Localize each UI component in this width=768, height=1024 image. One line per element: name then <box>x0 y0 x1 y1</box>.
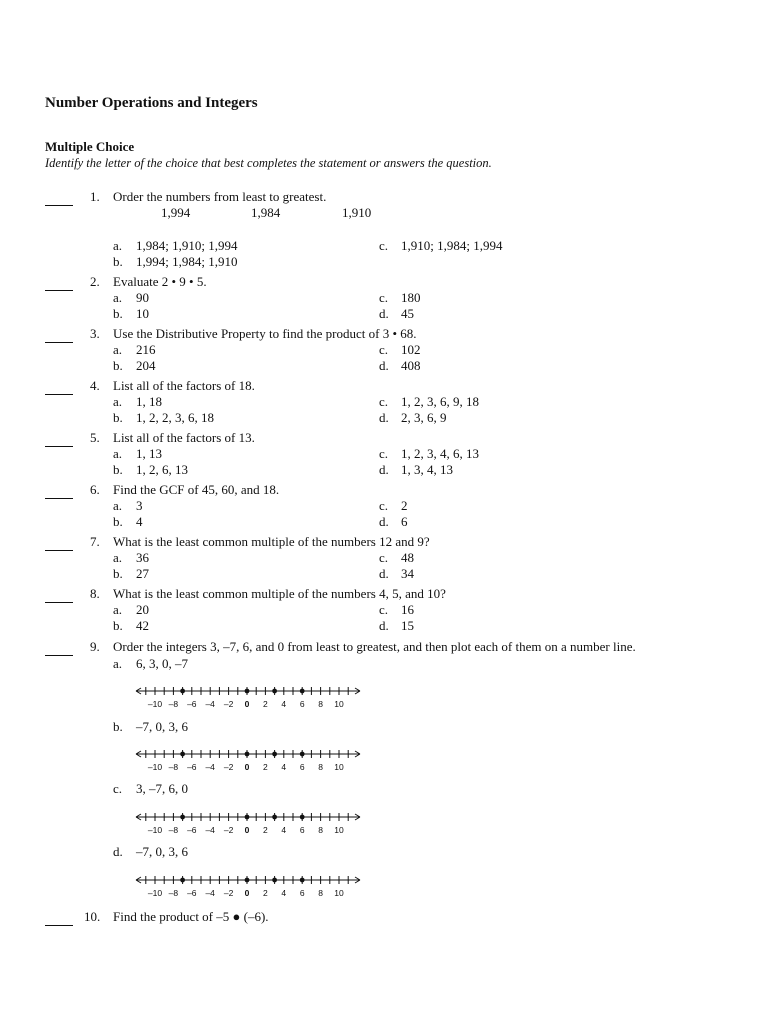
number-line-label: 6 <box>299 699 305 709</box>
choice-text: 6 <box>401 514 408 529</box>
choice-text: 1, 18 <box>136 394 162 409</box>
number-line-point <box>272 878 277 883</box>
number-line-label: 2 <box>263 825 268 835</box>
choice-text: 3 <box>136 498 143 513</box>
choice-label: c. <box>113 781 123 796</box>
number-line-point <box>180 689 185 694</box>
choice-text: 2 <box>401 498 408 513</box>
choice-label: d. <box>379 358 389 373</box>
choice-text: 1,984; 1,910; 1,994 <box>136 238 238 253</box>
question-number: 2. <box>90 274 100 289</box>
answer-blank-9[interactable] <box>45 641 73 656</box>
question-text: What is the least common multiple of the numbers 12 and 9? <box>113 534 430 549</box>
number-line-label: 8 <box>318 888 323 898</box>
number-line-label: 6 <box>299 888 305 898</box>
number-line-label: –2 <box>223 888 234 898</box>
number-line-label: 6 <box>299 825 305 835</box>
number-line-label: –8 <box>168 762 179 772</box>
number-line-label: 10 <box>334 762 344 772</box>
choice-text: 102 <box>401 342 421 357</box>
number-line-point <box>180 815 185 820</box>
choice-text: 216 <box>136 342 156 357</box>
number-line-label: 2 <box>263 762 268 772</box>
choice-label: b. <box>113 514 123 529</box>
choice-text: 90 <box>136 290 149 305</box>
number-line-label: –2 <box>223 699 234 709</box>
choice-text: 1, 3, 4, 13 <box>401 462 453 477</box>
choice-text: 48 <box>401 550 414 565</box>
answer-blank-2[interactable] <box>45 276 73 291</box>
question-number: 6. <box>90 482 100 497</box>
choice-text: 42 <box>136 618 149 633</box>
question-text: List all of the factors of 18. <box>113 378 255 393</box>
number-line-label: 2 <box>263 699 268 709</box>
question-number: 8. <box>90 586 100 601</box>
number-line-label: –2 <box>223 825 234 835</box>
number-line <box>134 747 364 773</box>
question-number-value: 1,910 <box>342 205 372 220</box>
number-line-label: 8 <box>318 699 323 709</box>
choice-label: c. <box>379 394 389 409</box>
number-line-label: 10 <box>334 888 344 898</box>
number-line-label: 0 <box>244 825 250 835</box>
question-number: 1. <box>90 189 100 204</box>
answer-blank-6[interactable] <box>45 484 73 499</box>
choice-text: 15 <box>401 618 414 633</box>
number-line-point <box>180 752 185 757</box>
answer-blank-3[interactable] <box>45 328 73 343</box>
number-line-label: 0 <box>244 762 250 772</box>
number-line-label: 8 <box>318 762 323 772</box>
choice-label: d. <box>379 618 389 633</box>
choice-text: 27 <box>136 566 149 581</box>
number-line-label: –2 <box>223 762 234 772</box>
choice-label: c. <box>379 290 389 305</box>
choice-label: d. <box>379 514 389 529</box>
choice-label: c. <box>379 342 389 357</box>
number-line-point <box>245 878 250 883</box>
number-line-label: –10 <box>147 825 163 835</box>
number-line-point <box>300 752 305 757</box>
number-line-point <box>245 689 250 694</box>
number-line-label: 8 <box>318 825 323 835</box>
choice-label: a. <box>113 290 123 305</box>
number-line <box>134 810 364 836</box>
choice-text: 1, 2, 2, 3, 6, 18 <box>136 410 214 425</box>
number-line-label: –4 <box>205 888 215 898</box>
number-line-point <box>300 878 305 883</box>
number-line-label: 10 <box>334 699 344 709</box>
choice-label: d. <box>113 844 123 859</box>
question-number-value: 1,984 <box>251 205 281 220</box>
number-line-point <box>272 689 277 694</box>
question-text: What is the least common multiple of the numbers 4, 5, and 10? <box>113 586 446 601</box>
question-text: List all of the factors of 13. <box>113 430 255 445</box>
choice-label: b. <box>113 358 123 373</box>
number-line-label: –4 <box>205 699 215 709</box>
number-line-label: –8 <box>168 699 179 709</box>
number-line-label: 0 <box>244 888 250 898</box>
number-line-label: –8 <box>168 888 179 898</box>
choice-text: 4 <box>136 514 143 529</box>
number-line-label: –6 <box>187 699 197 709</box>
number-line-point <box>272 815 277 820</box>
number-line-label: –4 <box>205 762 215 772</box>
choice-text: 2, 3, 6, 9 <box>401 410 447 425</box>
choice-label: d. <box>379 462 389 477</box>
choice-label: a. <box>113 238 123 253</box>
choice-text: 408 <box>401 358 421 373</box>
answer-blank-10[interactable] <box>45 911 73 926</box>
number-line-point <box>300 689 305 694</box>
choice-label: c. <box>379 602 389 617</box>
answer-blank-5[interactable] <box>45 432 73 447</box>
choice-text: 20 <box>136 602 149 617</box>
choice-label: b. <box>113 618 123 633</box>
number-line-label: 0 <box>244 699 250 709</box>
choice-label: a. <box>113 550 123 565</box>
choice-label: a. <box>113 446 123 461</box>
number-line-label: 4 <box>281 762 287 772</box>
choice-label: d. <box>379 566 389 581</box>
answer-blank-8[interactable] <box>45 588 73 603</box>
choice-text: –7, 0, 3, 6 <box>136 719 188 734</box>
choice-text: 204 <box>136 358 156 373</box>
question-text: Find the GCF of 45, 60, and 18. <box>113 482 280 497</box>
choice-text: 6, 3, 0, –7 <box>136 656 188 671</box>
question-text: Find the product of –5 ● (–6). <box>113 909 269 924</box>
section-heading: Multiple Choice <box>45 139 135 154</box>
number-line <box>134 684 364 710</box>
number-line-label: –6 <box>187 762 197 772</box>
number-line-label: –10 <box>147 762 163 772</box>
choice-text: –7, 0, 3, 6 <box>136 844 188 859</box>
choice-label: b. <box>113 462 123 477</box>
page-title: Number Operations and Integers <box>45 95 258 111</box>
choice-label: b. <box>113 306 123 321</box>
question-number: 10. <box>84 909 101 924</box>
choice-text: 180 <box>401 290 421 305</box>
question-number-value: 1,994 <box>161 205 191 220</box>
choice-text: 1, 2, 6, 13 <box>136 462 188 477</box>
choice-text: 1, 13 <box>136 446 162 461</box>
choice-label: b. <box>113 254 123 269</box>
number-line-label: 2 <box>263 888 268 898</box>
choice-label: a. <box>113 394 123 409</box>
number-line-label: 10 <box>334 825 344 835</box>
choice-label: b. <box>113 566 123 581</box>
question-text: Order the numbers from least to greatest. <box>113 189 327 204</box>
choice-label: d. <box>379 410 389 425</box>
question-text: Use the Distributive Property to find the product of 3 • 68. <box>113 326 417 341</box>
choice-text: 1, 2, 3, 6, 9, 18 <box>401 394 479 409</box>
number-line-label: 4 <box>281 825 287 835</box>
choice-label: c. <box>379 446 389 461</box>
number-line-label: –10 <box>147 699 163 709</box>
question-number: 3. <box>90 326 100 341</box>
choice-text: 34 <box>401 566 414 581</box>
number-line-point <box>272 752 277 757</box>
choice-label: a. <box>113 498 123 513</box>
choice-label: b. <box>113 410 123 425</box>
number-line-point <box>180 878 185 883</box>
choice-text: 36 <box>136 550 149 565</box>
choice-text: 45 <box>401 306 414 321</box>
number-line-label: 6 <box>299 762 305 772</box>
number-line-point <box>245 752 250 757</box>
number-line-point <box>300 815 305 820</box>
number-line <box>134 873 364 899</box>
choice-label: a. <box>113 656 123 671</box>
number-line-label: –6 <box>187 825 197 835</box>
choice-label: a. <box>113 602 123 617</box>
choice-text: 16 <box>401 602 414 617</box>
question-number: 4. <box>90 378 100 393</box>
choice-text: 1, 2, 3, 4, 6, 13 <box>401 446 479 461</box>
question-number: 9. <box>90 639 100 654</box>
number-line-label: 4 <box>281 888 287 898</box>
choice-label: c. <box>379 238 389 253</box>
choice-label: a. <box>113 342 123 357</box>
section-instructions: Identify the letter of the choice that best completes the statement or answers the question. <box>45 156 492 170</box>
choice-text: 3, –7, 6, 0 <box>136 781 188 796</box>
choice-text: 10 <box>136 306 149 321</box>
number-line-label: 4 <box>281 699 287 709</box>
question-number: 7. <box>90 534 100 549</box>
choice-label: c. <box>379 498 389 513</box>
number-line-label: –4 <box>205 825 215 835</box>
choice-label: c. <box>379 550 389 565</box>
question-text: Order the integers 3, –7, 6, and 0 from least to greatest, and then plot each of them on a number line. <box>113 639 636 654</box>
question-text: Evaluate 2 • 9 • 5. <box>113 274 207 289</box>
number-line-label: –8 <box>168 825 179 835</box>
choice-text: 1,910; 1,984; 1,994 <box>401 238 503 253</box>
number-line-point <box>245 815 250 820</box>
choice-label: d. <box>379 306 389 321</box>
answer-blank-4[interactable] <box>45 380 73 395</box>
choice-label: b. <box>113 719 123 734</box>
choice-text: 1,994; 1,984; 1,910 <box>136 254 238 269</box>
number-line-label: –6 <box>187 888 197 898</box>
number-line-label: –10 <box>147 888 163 898</box>
answer-blank-1[interactable] <box>45 191 73 206</box>
question-number: 5. <box>90 430 100 445</box>
answer-blank-7[interactable] <box>45 536 73 551</box>
